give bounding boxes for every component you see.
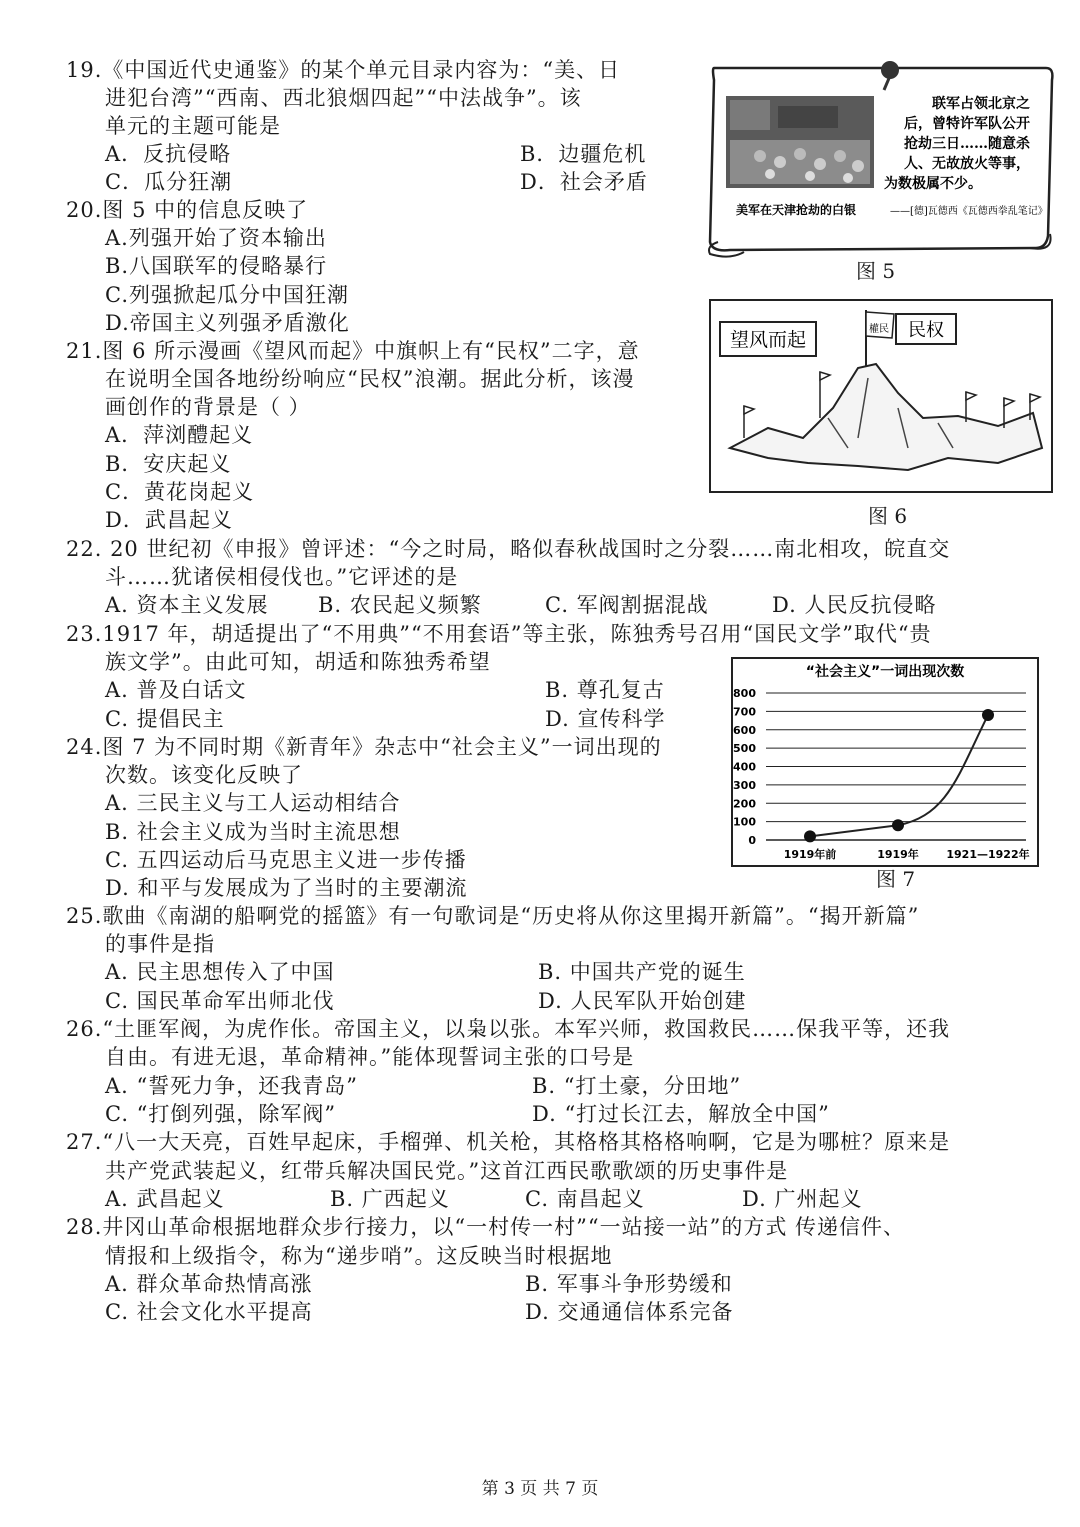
q23-line-2: 族文学”。由此可知，胡适和陈独秀希望 [105, 650, 491, 674]
q27-line-2: 共产党武装起义，红带兵解决国民党。”这首江西民歌歌颂的历史事件是 [105, 1159, 789, 1183]
q23-option-b: B. 尊孔复古 [545, 678, 665, 702]
fig6-flag-right: 民权 [908, 320, 944, 341]
q20-option-a: A.列强开始了资本输出 [105, 226, 327, 250]
q19-option-a: A．反抗侵略 [105, 142, 232, 166]
q25-option-c: C. 国民革命军出师北伐 [105, 989, 335, 1013]
q21-line-3: 画创作的背景是（ ） [105, 395, 311, 419]
y-tick-label: 200 [733, 797, 756, 811]
fig7-caption: 图 7 [876, 867, 916, 891]
q25-option-a: A. 民主思想传入了中国 [105, 960, 335, 984]
q25-option-d: D. 人民军队开始创建 [538, 989, 747, 1013]
q19-option-d: D．社会矛盾 [520, 170, 648, 194]
q21-line-2: 在说明全国各地纷纷响应“民权”浪潮。据此分析，该漫 [105, 367, 635, 391]
q23-option-d: D. 宣传科学 [545, 707, 666, 731]
fig5-quote-line-2: 后，曾特许军队公开 [904, 116, 1030, 132]
x-tick-label: 1919年 [877, 848, 919, 861]
q26-option-d: D. “打过长江去，解放全中国” [532, 1102, 830, 1126]
page-footer: 第 3 页 共 7 页 [481, 1479, 599, 1499]
fig5-source: ——[德]瓦德西《瓦德西拳乱笔记》 [890, 206, 1048, 217]
q24-option-d: D. 和平与发展成为了当时的主要潮流 [105, 876, 468, 900]
q20-line-1: 20.图 5 中的信息反映了 [66, 198, 309, 222]
q19-option-b: B．边疆危机 [520, 142, 647, 166]
y-tick-label: 800 [733, 687, 756, 700]
fig5-quote-line-3: 抢劫三日……随意杀 [904, 136, 1030, 152]
q22-option-b: B. 农民起义频繁 [318, 593, 482, 617]
chart-title: “社会主义”一词出现次数 [805, 664, 965, 680]
q26-option-b: B. “打土豪，分田地” [532, 1074, 742, 1098]
y-tick-label: 400 [733, 760, 756, 774]
data-point [804, 830, 816, 842]
x-tick-label: 1919年前 [783, 848, 837, 861]
fig6-title: 望风而起 [729, 329, 807, 351]
y-tick-label: 100 [733, 815, 756, 829]
fig5-photo-caption: 美军在天津抢劫的白银 [736, 203, 857, 217]
q26-line-1: 26.“土匪军阀，为虎作伥。帝国主义，以枭以张。本军兴师，救国救民……保我平等，还我 [66, 1017, 951, 1041]
q28-option-b: B. 军事斗争形势缓和 [525, 1272, 733, 1296]
q27-option-a: A. 武昌起义 [105, 1187, 225, 1211]
q27-option-b: B. 广西起义 [330, 1187, 450, 1211]
q26-option-c: C. “打倒列强，除军阀” [105, 1102, 337, 1126]
q21-option-b: B．安庆起义 [105, 452, 232, 476]
q24-line-1: 24.图 7 为不同时期《新青年》杂志中“社会主义”一词出现的 [66, 735, 662, 759]
q25-line-1: 25.歌曲《南湖的船啊党的摇篮》有一句歌词是“历史将从你这里揭开新篇”。“揭开新篇” [66, 904, 920, 928]
data-point [982, 709, 994, 721]
q27-line-1: 27.“八一大天亮，百姓早起床，手榴弹、机关枪，其格格其格格响啊，它是为哪桩？原来是 [66, 1130, 951, 1154]
fig6-caption: 图 6 [868, 504, 908, 528]
fig6-flag-left: 權民 [869, 324, 889, 335]
q24-option-b: B. 社会主义成为当时主流思想 [105, 820, 401, 844]
q28-option-d: D. 交通通信体系完备 [525, 1300, 734, 1324]
q22-option-c: C. 军阀割据混战 [545, 593, 709, 617]
chart-frame [732, 658, 1038, 866]
q26-option-a: A. “誓死力争，还我青岛” [105, 1074, 358, 1098]
y-tick-label: 700 [733, 705, 756, 719]
q23-option-c: C. 提倡民主 [105, 707, 225, 731]
q28-line-2: 情报和上级指令，称为“递步哨”。这反映当时根据地 [105, 1244, 613, 1268]
q22-line-1: 22. 20 世纪初《申报》曾评述：“今之时局，略似春秋战国时之分裂……南北相攻，皖直交 [66, 537, 951, 561]
figure-6 [708, 298, 1054, 494]
q19-option-c: C．瓜分狂潮 [105, 170, 233, 194]
q19-line-3: 单元的主题可能是 [105, 114, 281, 138]
q21-line-1: 21.图 6 所示漫画《望风而起》中旗帜上有“民权”二字，意 [66, 339, 640, 363]
y-tick-label: 500 [733, 742, 756, 756]
q21-option-c: C．黄花岗起义 [105, 480, 255, 504]
x-tick-label: 1921—1922年 [946, 848, 1030, 861]
figure-5 [700, 56, 1060, 261]
q24-line-2: 次数。该变化反映了 [105, 763, 303, 787]
q28-option-c: C. 社会文化水平提高 [105, 1300, 313, 1324]
q20-option-d: D.帝国主义列强矛盾激化 [105, 311, 350, 335]
q19-line-2: 进犯台湾”“西南、西北狼烟四起”“中法战争”。该 [105, 86, 582, 110]
q22-line-2: 斗……犹诸侯相侵伐也。”它评述的是 [105, 565, 459, 589]
y-tick-label: 300 [733, 778, 756, 792]
q28-option-a: A. 群众革命热情高涨 [105, 1272, 313, 1296]
q22-option-a: A. 资本主义发展 [105, 593, 269, 617]
q23-line-1: 23.1917 年，胡适提出了“不用典”“不用套语”等主张，陈独秀号召用“国民文学”取代“贵 [66, 622, 932, 646]
q27-option-d: D. 广州起义 [742, 1187, 863, 1211]
fig5-caption: 图 5 [856, 259, 896, 283]
silver-photo [726, 96, 874, 188]
q19-line-1: 19.《中国近代史通鉴》的某个单元目录内容为：“美、日 [66, 58, 621, 82]
figure-7-chart [730, 656, 1040, 870]
q23-option-a: A. 普及白话文 [105, 678, 247, 702]
q20-option-c: C.列强掀起瓜分中国狂潮 [105, 283, 349, 307]
q27-option-c: C. 南昌起义 [525, 1187, 645, 1211]
q21-option-d: D．武昌起义 [105, 508, 233, 532]
q28-line-1: 28.井冈山革命根据地群众步行接力，以“一村传一村”“一站接一站”的方式 传递信件、 [66, 1215, 906, 1239]
q22-option-d: D. 人民反抗侵略 [772, 593, 937, 617]
fig5-quote-line-5: 为数极属不少。 [884, 176, 982, 192]
fig5-quote-line-1: 联军占领北京之 [932, 96, 1030, 112]
fig5-quote-line-4: 人、无故放火等事， [904, 156, 1030, 172]
q26-line-2: 自由。有进无退，革命精神。”能体现誓词主张的口号是 [105, 1045, 635, 1069]
y-tick-label: 600 [733, 723, 756, 737]
q21-option-a: A．萍浏醴起义 [105, 423, 254, 447]
q24-option-c: C. 五四运动后马克思主义进一步传播 [105, 848, 467, 872]
y-tick-label: 0 [748, 834, 756, 847]
q20-option-b: B.八国联军的侵略暴行 [105, 254, 328, 278]
q25-option-b: B. 中国共产党的诞生 [538, 960, 746, 984]
data-point [892, 819, 904, 831]
q24-option-a: A. 三民主义与工人运动相结合 [105, 791, 401, 815]
q25-line-2: 的事件是指 [105, 932, 215, 956]
